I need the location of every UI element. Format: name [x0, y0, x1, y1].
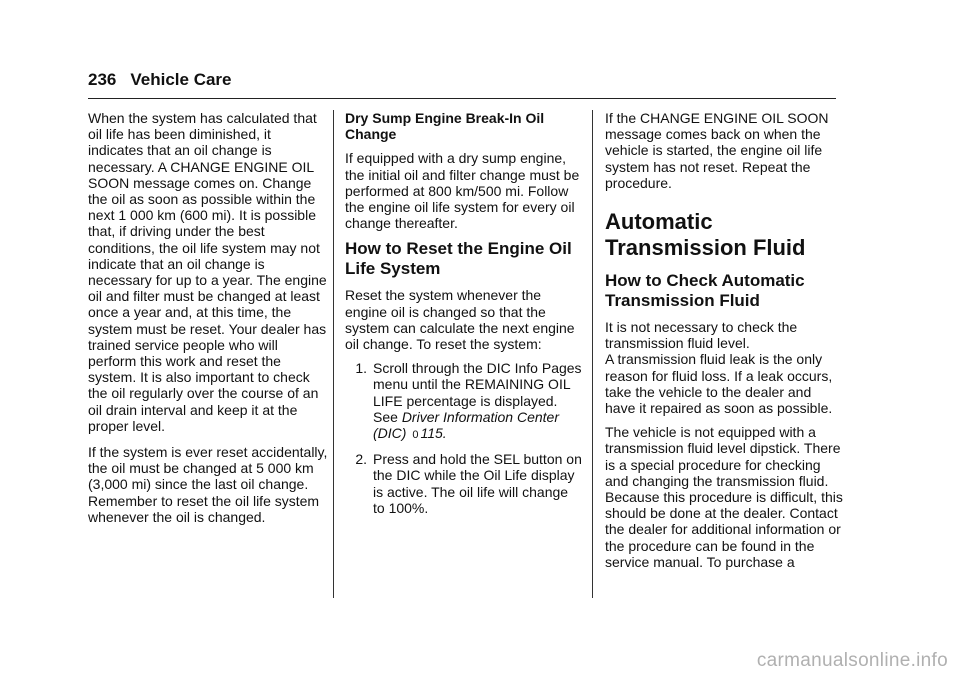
reset-steps	[345, 360, 583, 516]
not-necessary-paragraph: It is not necessary to check the transmission fluid level.	[605, 319, 798, 352]
check-transmission-heading: How to Check Automatic Transmission Fluid	[605, 271, 805, 311]
step-item	[345, 360, 583, 443]
page-ref-number[interactable]: 115.	[420, 425, 447, 442]
page-ref-icon: 0	[412, 429, 419, 442]
column-2	[345, 110, 583, 524]
section-title: Vehicle Care	[130, 70, 232, 89]
step-text: Press and hold the SEL button on the DIC while the Oil Life display is active. The oil life will change to 100%.	[373, 451, 582, 516]
leak-paragraph: A transmission fluid leak is the only reason for fluid loss. If a leak occurs, take the vehicle to the dealer and have it repaired as soon as possible.	[605, 351, 833, 417]
repeat-procedure-paragraph: If the CHANGE ENGINE OIL SOON message comes back on when the vehicle is started, the engine oil life system has not reset. Repeat the procedure.	[605, 110, 829, 191]
header-rule	[88, 98, 836, 99]
column-3	[605, 110, 843, 578]
step-number: 1.	[355, 360, 367, 377]
oil-life-paragraph: When the system has calculated that oil life has been diminished, it indicates that an oil change is necessary. A CHANGE ENGINE OIL SOON message comes on. Change the oil as soon as possible within the next 1 000 km (600 mi). It is possible that, if driving under the best conditions, the oil life system may not indicate that an oil change is necessary for up to a year. The engine oil and filter must be changed at least once a year and, at this time, the system must be reset. Your dealer has trained service people who will perform this work and reset the system. It is also important to check the oil regularly over the course of an oil drain interval and keep it at the proper level.	[88, 110, 327, 434]
step-number: 2.	[355, 451, 367, 468]
dry-sump-heading: Dry Sump Engine Break-In Oil Change	[345, 110, 545, 143]
dipstick-paragraph: The vehicle is not equipped with a transmission fluid level dipstick. There is a special procedure for checking and changing the transmission fluid. Because this procedure is difficult, this should be done at the dealer. Contact the dealer for additional information or the procedure can be found in the service manual. To purchase a	[605, 424, 843, 570]
column-divider-1	[333, 110, 334, 598]
dry-sump-text: If equipped with a dry sump engine, the initial oil and filter change must be performed at 800 km/500 mi. Follow the engine oil life system for every oil change thereafter.	[345, 150, 580, 232]
page-number: 236	[88, 70, 117, 89]
step-item	[345, 451, 583, 516]
reset-heading: How to Reset the Engine Oil Life System	[345, 239, 572, 279]
watermark: carmanualsonline.info	[756, 650, 948, 671]
step-text	[373, 360, 583, 443]
dic-link[interactable]: Driver Information Center (DIC)	[373, 408, 559, 442]
step-text-body: Scroll through the DIC Info Pages menu until the REMAINING OIL LIFE percentage is displayed. See	[373, 360, 582, 425]
transmission-fluid-heading: Automatic Transmission Fluid	[605, 209, 806, 261]
reset-accident-paragraph: If the system is ever reset accidentally, the oil must be changed at 5 000 km (3,000 mi) since the last oil change. Remember to reset the oil life system whenever the oil is changed.	[88, 444, 328, 525]
reset-intro: Reset the system whenever the engine oil is changed so that the system can calculate the next engine oil change. To reset the system:	[345, 287, 575, 353]
page-header	[88, 70, 836, 90]
column-divider-2	[592, 110, 593, 598]
column-1	[88, 110, 328, 533]
